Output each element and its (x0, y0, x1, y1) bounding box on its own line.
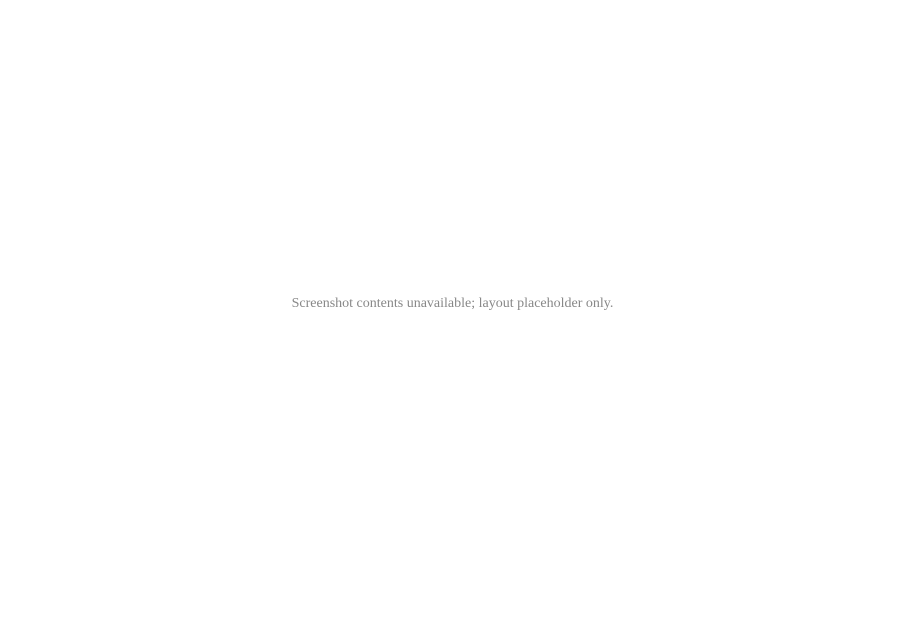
placeholder-notice: Screenshot contents unavailable; layout placeholder only. (291, 296, 614, 311)
